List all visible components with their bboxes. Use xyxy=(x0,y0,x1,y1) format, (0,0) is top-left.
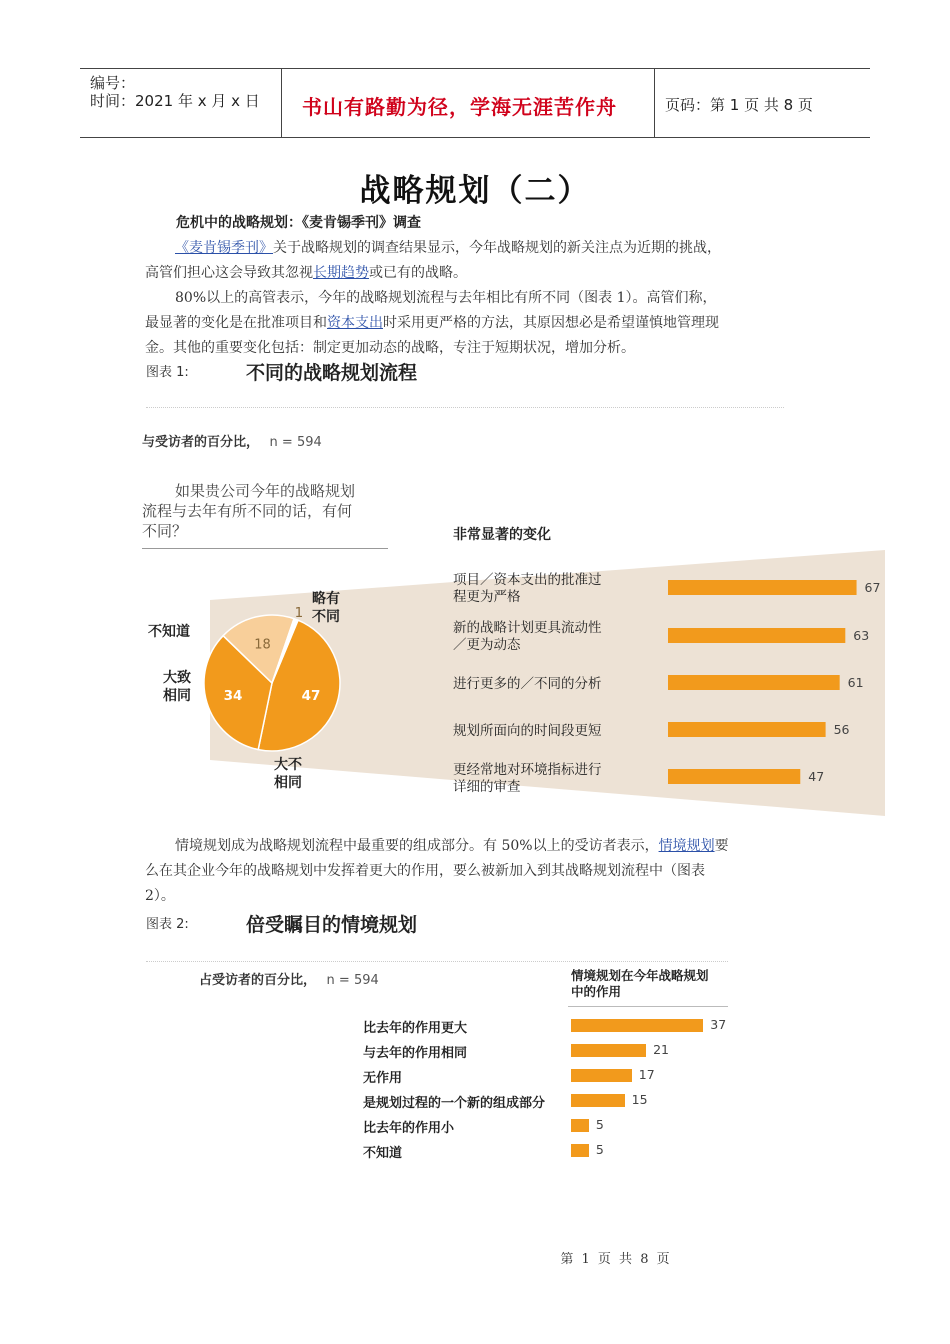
pie-label-about-same: 大致 相同 xyxy=(163,670,191,704)
bar2-value-label: 17 xyxy=(638,1067,655,1082)
bar2-bar xyxy=(571,1144,589,1157)
header-divider xyxy=(654,69,655,137)
bar1-category-label xyxy=(453,723,602,740)
paragraph-1: 《麦肯锡季刊》关于战略规划的调查结果显示，今年战略规划的新关注点为近期的挑战， 高管们担心这会导致其忽视长期趋势或已有的战略。 xyxy=(145,240,721,281)
bar1-bar xyxy=(668,580,857,595)
bar2-category-label: 不知道 xyxy=(363,1146,403,1161)
pie-value-label: 34 xyxy=(223,687,243,704)
doc-date: 时间：2021 年 x 月 x 日 xyxy=(90,92,260,110)
bar1-category-line: 更经常地对环境指标进行 xyxy=(453,762,602,778)
document-header xyxy=(80,68,870,138)
doc-number-label: 编号： xyxy=(90,74,136,92)
figure1-label: 图表 1: xyxy=(146,365,189,380)
pie-label-dont-know: 不知道 xyxy=(148,624,190,640)
figure2-heading-rule xyxy=(568,1006,728,1007)
bar2-value-label: 15 xyxy=(631,1092,648,1107)
bar2-bar xyxy=(571,1094,625,1107)
bar1-category-line: 规划所面向的时间段更短 xyxy=(453,723,602,739)
bar2-category-label: 是规划过程的一个新的组成部分 xyxy=(363,1096,546,1111)
bar1-category-line: ／更为动态 xyxy=(453,637,521,653)
bar1-category-label xyxy=(453,762,602,796)
bar1-bar xyxy=(668,769,800,784)
bar1-category-line: 程更为严格 xyxy=(453,589,521,605)
figure1-question: 如果贵公司今年的战略规划 流程与去年有所不同的话，有何 不同？ xyxy=(142,482,356,540)
bar2-category-label: 比去年的作用更大 xyxy=(363,1021,468,1036)
bar1-value-label: 63 xyxy=(853,628,870,643)
bar2-value-label: 5 xyxy=(595,1117,604,1132)
bar1-category-label xyxy=(453,676,602,693)
bar2-category-label: 无作用 xyxy=(363,1071,403,1086)
bar2-bar xyxy=(571,1119,589,1132)
pie-value-label: 18 xyxy=(254,637,271,653)
bar2-value-label: 21 xyxy=(653,1042,669,1057)
bar2-bar xyxy=(571,1019,703,1032)
bar2-value-label: 37 xyxy=(710,1017,727,1032)
scenario-planning-link[interactable]: 情境规划 xyxy=(658,838,715,854)
article-subtitle: 危机中的战略规划：《麦肯锡季刊》调查 xyxy=(176,215,421,231)
pie-value-label: 1 xyxy=(294,604,304,621)
figure1-sample-note: 与受访者的百分比， n = 594 xyxy=(142,435,322,450)
header-motto: 书山有路勤为径，学海无涯苦作舟 xyxy=(302,95,617,119)
figure2-label: 图表 2: xyxy=(146,917,189,932)
capital-expenditure-link[interactable]: 资本支出 xyxy=(327,315,383,331)
bar2-category-label: 比去年的作用小 xyxy=(363,1121,455,1136)
bar1-bar xyxy=(668,675,840,690)
mckinsey-quarterly-link[interactable]: 《麦肯锡季刊》 xyxy=(175,240,273,256)
figure1-title: 不同的战略规划流程 xyxy=(246,362,418,384)
pie-label-slightly-different: 略有 不同 xyxy=(312,591,340,625)
bar1-value-label: 47 xyxy=(808,769,825,784)
bar1-category-line: 详细的审查 xyxy=(453,779,521,795)
bar1-title: 非常显著的变化 xyxy=(453,527,551,543)
figure2-title: 倍受瞩目的情境规划 xyxy=(246,914,418,936)
paragraph-3: 情境规划成为战略规划流程中最重要的组成部分。有 50%以上的受访者表示，情境规划要 么在其企业今年的战略规划中发挥着更大的作用，要么被新加入到其战略规划流程中（图表 2）。 xyxy=(145,838,729,904)
bar2-value-label: 5 xyxy=(595,1142,604,1157)
header-page-code: 页码：第 1 页 共 8 页 xyxy=(665,96,813,114)
bar1-bar xyxy=(668,628,845,643)
bar1-category-label xyxy=(453,572,602,606)
bar1-category-line: 新的战略计划更具流动性 xyxy=(453,620,602,636)
header-divider xyxy=(281,69,282,137)
bar2-category-label: 与去年的作用相同 xyxy=(363,1046,468,1061)
pie-value-label: 47 xyxy=(301,687,321,704)
bar1-value-label: 56 xyxy=(833,722,850,737)
bar2-bar xyxy=(571,1044,646,1057)
bar1-category-line: 项目／资本支出的批准过 xyxy=(453,572,602,588)
bar2-bar xyxy=(571,1069,632,1082)
figure2-series-heading: 情境规划在今年战略规划 中的作用 xyxy=(571,968,709,999)
long-term-trends-link[interactable]: 长期趋势 xyxy=(313,265,369,281)
figure2-rule xyxy=(146,961,728,962)
bar1-bar xyxy=(668,722,826,737)
page-title: 战略规划（二） xyxy=(359,173,591,209)
bar1-category-label xyxy=(453,620,602,654)
bar1-value-label: 61 xyxy=(847,675,864,690)
pie-label-very-different: 大不 相同 xyxy=(274,757,302,791)
paragraph-2: 80%以上的高管表示，今年的战略规划流程与去年相比有所不同（图表 1）。高管们称， 最显著的变化是在批准项目和资本支出时采用更严格的方法，其原因想必是希望谨慎地管理现 金。其他的重要变化包括：制定更加动态的战略，专注于短期状况，增加分析。 xyxy=(145,290,719,356)
figure1-rule xyxy=(146,407,784,408)
page-footer: 第 1 页 共 8 页 xyxy=(560,1252,672,1267)
figure2-sample-note: 占受访者的百分比， n = 594 xyxy=(199,973,379,988)
bar1-category-line: 进行更多的／不同的分析 xyxy=(453,676,602,692)
bar1-value-label: 67 xyxy=(864,580,881,595)
